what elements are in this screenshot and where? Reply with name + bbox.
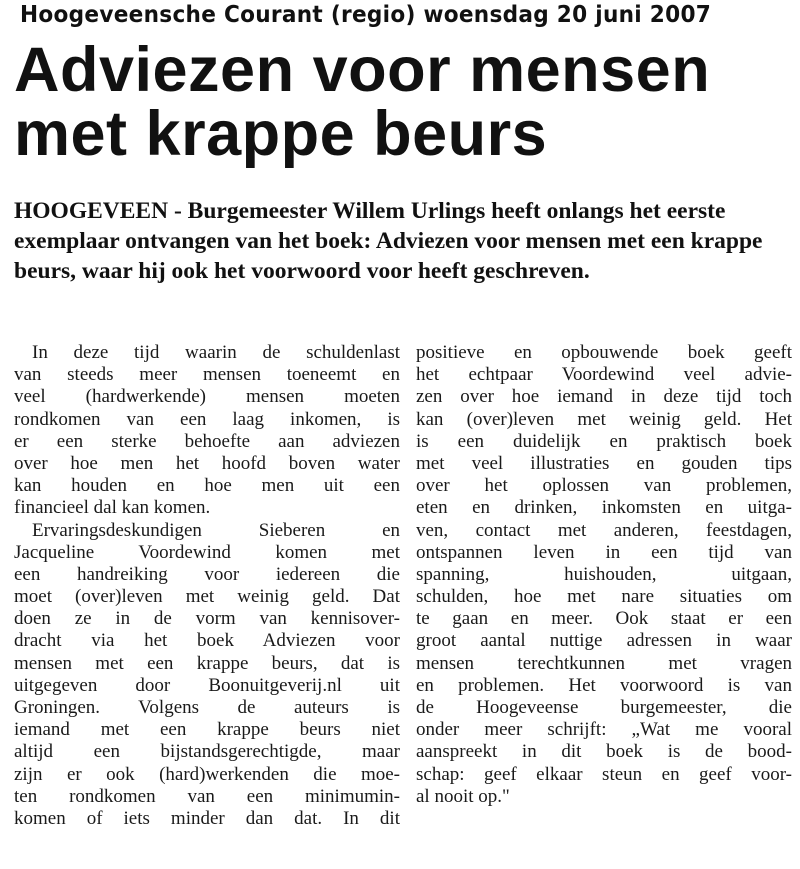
body-line: iemand met een krappe beurs niet — [14, 719, 400, 741]
headline-line-1: Adviezen voor mensen — [14, 35, 711, 105]
body-line: schap: geef elkaar steun en geef voor- — [416, 763, 792, 785]
article-column-left — [14, 342, 400, 830]
body-line: onder meer schrijft: „Wat me vooral — [416, 719, 792, 741]
body-line: kan houden en hoe men uit een — [14, 475, 400, 497]
body-line: moet (over)leven met weinig geld. Dat — [14, 586, 400, 608]
body-line: ontspannen leven in een tijd van — [416, 541, 792, 563]
body-line: er een sterke behoefte aan adviezen — [14, 430, 400, 452]
body-line: Groningen. Volgens de auteurs is — [14, 697, 400, 718]
body-line: Jacqueline Voordewind komen met — [14, 541, 400, 563]
body-line: al nooit op." — [416, 785, 510, 807]
body-line: de Hoogeveense burgemeester, die — [416, 697, 792, 718]
article-column-right — [416, 342, 792, 808]
body-line: Ervaringsdeskundigen Sieberen en — [32, 519, 400, 541]
body-line: rondkomen van een laag inkomen, is — [14, 408, 400, 430]
body-line: zijn er ook (hard)werkenden die moe- — [14, 763, 400, 785]
body-line: dracht via het boek Adviezen voor — [14, 630, 400, 652]
body-line: met veel illustraties en gouden tips — [416, 452, 792, 474]
body-line: van steeds meer mensen toeneemt en — [14, 364, 400, 386]
body-line: veel (hardwerkende) mensen moeten — [14, 386, 400, 408]
body-line: ven, contact met anderen, feestdagen, — [416, 519, 792, 541]
body-line: het echtpaar Voordewind veel advie- — [416, 364, 792, 386]
body-line: positieve en opbouwende boek geeft — [416, 342, 792, 363]
body-line: en problemen. Het voorwoord is van — [416, 674, 792, 696]
body-line: schulden, hoe met nare situaties om — [416, 586, 792, 608]
headline-line-2: met krappe beurs — [14, 99, 548, 169]
lead-paragraph: HOOGEVEEN - Burgemeester Willem Urlings heeft onlangs het eerste exemplaar ontvangen van het boek: Adviezen voor mensen met een krappe beurs, waar hij ook het voorwoord voor heeft geschreven. — [14, 198, 763, 284]
body-line: te gaan en meer. Ook staat er een — [416, 608, 792, 630]
body-line: spanning, huishouden, uitgaan, — [416, 563, 792, 585]
body-line: financieel dal kan komen. — [14, 497, 211, 519]
body-line: zen over hoe iemand in deze tijd toch — [416, 386, 792, 408]
body-line: is een duidelijk en praktisch boek — [416, 430, 792, 452]
body-line: aanspreekt in dit boek is de bood- — [416, 741, 792, 763]
body-line: uitgegeven door Boonuitgeverij.nl uit — [14, 674, 400, 696]
body-line: kan (over)leven met weinig geld. Het — [416, 408, 792, 430]
body-line: In deze tijd waarin de schuldenlast — [32, 342, 400, 363]
body-line: een handreiking voor iedereen die — [14, 563, 400, 585]
body-line: mensen met een krappe beurs, dat is — [14, 652, 400, 674]
body-line: komen of iets minder dan dat. In dit — [14, 807, 400, 829]
masthead: Hoogeveensche Courant (regio) woensdag 20 juni 2007 — [20, 2, 712, 28]
body-line: altijd een bijstandsgerechtigde, maar — [14, 741, 400, 763]
body-line: over hoe men het hoofd boven water — [14, 452, 400, 474]
body-line: ten rondkomen van een minimumin- — [14, 785, 400, 807]
body-line: groot aantal nuttige adressen in waar — [416, 630, 792, 652]
body-line: mensen terechtkunnen met vragen — [416, 652, 792, 674]
body-line: over het oplossen van problemen, — [416, 475, 792, 497]
headline — [14, 35, 711, 169]
body-line: doen ze in de vorm van kennisover- — [14, 608, 400, 630]
body-line: eten en drinken, inkomsten en uitga- — [416, 497, 792, 519]
